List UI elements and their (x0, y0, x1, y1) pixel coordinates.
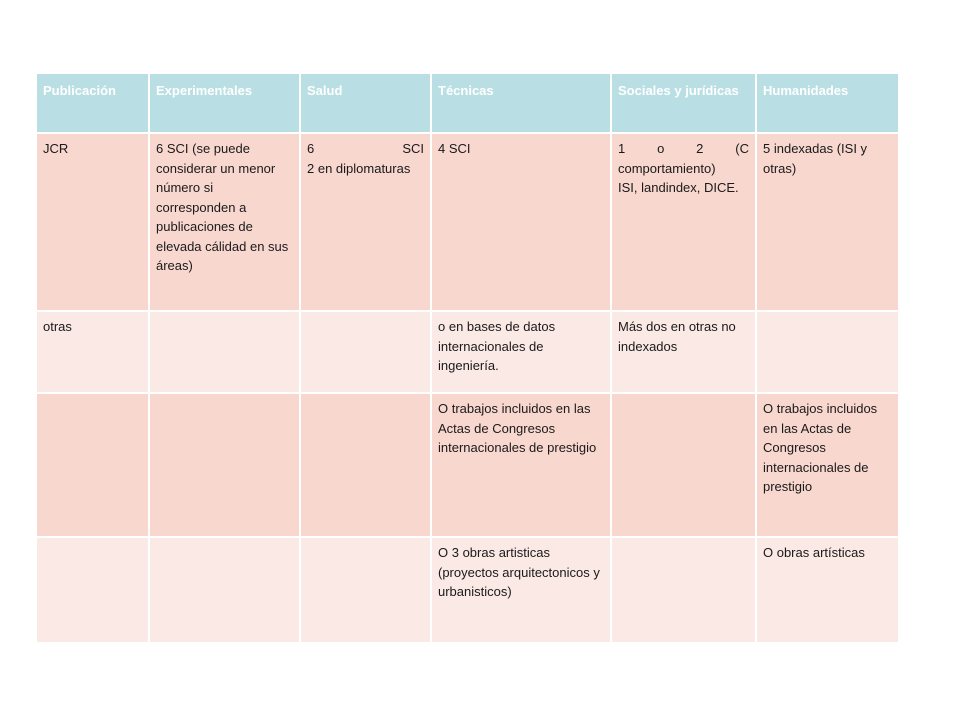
cell-publication (36, 393, 149, 537)
cell-sociales (611, 133, 756, 311)
cell-experimentales (149, 311, 300, 393)
cell-tecnicas: 4 SCI (431, 133, 611, 311)
table-row (36, 537, 899, 643)
cell-salud (300, 311, 431, 393)
cell-tecnicas: O 3 obras artisticas (proyectos arquitectonicos y urbanisticos) (431, 537, 611, 643)
cell-tecnicas: o en bases de datos internacionales de ingeniería. (431, 311, 611, 393)
table-row (36, 311, 899, 393)
cell-humanidades: O trabajos incluidos en las Actas de Congresos internacionales de prestigio (756, 393, 899, 537)
header-salud: Salud (300, 73, 431, 133)
cell-experimentales: 6 SCI (se puede considerar un menor número si corresponden a publicaciones de elevada cálidad en sus áreas) (149, 133, 300, 311)
cell-sociales: Más dos en otras no indexados (611, 311, 756, 393)
cell-salud-line: 6 SCI (307, 141, 424, 156)
cell-salud (300, 393, 431, 537)
cell-humanidades: 5 indexadas (ISI y otras) (756, 133, 899, 311)
cell-sociales-line: 1 o 2 (C comportamiento) (618, 141, 749, 176)
table-row (36, 133, 899, 311)
cell-sociales (611, 537, 756, 643)
cell-publication: JCR (36, 133, 149, 311)
table-row (36, 393, 899, 537)
cell-experimentales (149, 393, 300, 537)
cell-sociales (611, 393, 756, 537)
header-sociales: Sociales y jurídicas (611, 73, 756, 133)
cell-experimentales (149, 537, 300, 643)
header-row (36, 73, 899, 133)
cell-salud (300, 133, 431, 311)
header-publicacion: Publicación (36, 73, 149, 133)
cell-humanidades: O obras artísticas (756, 537, 899, 643)
header-tecnicas: Técnicas (431, 73, 611, 133)
header-experimentales: Experimentales (149, 73, 300, 133)
cell-salud (300, 537, 431, 643)
publication-criteria-table (35, 72, 900, 644)
cell-humanidades (756, 311, 899, 393)
cell-sociales-line: ISI, landindex, DICE. (618, 180, 739, 195)
cell-publication (36, 537, 149, 643)
cell-publication: otras (36, 311, 149, 393)
cell-tecnicas: O trabajos incluidos en las Actas de Congresos internacionales de prestigio (431, 393, 611, 537)
cell-salud-line: 2 en diplomaturas (307, 160, 411, 176)
header-humanidades: Humanidades (756, 73, 899, 133)
